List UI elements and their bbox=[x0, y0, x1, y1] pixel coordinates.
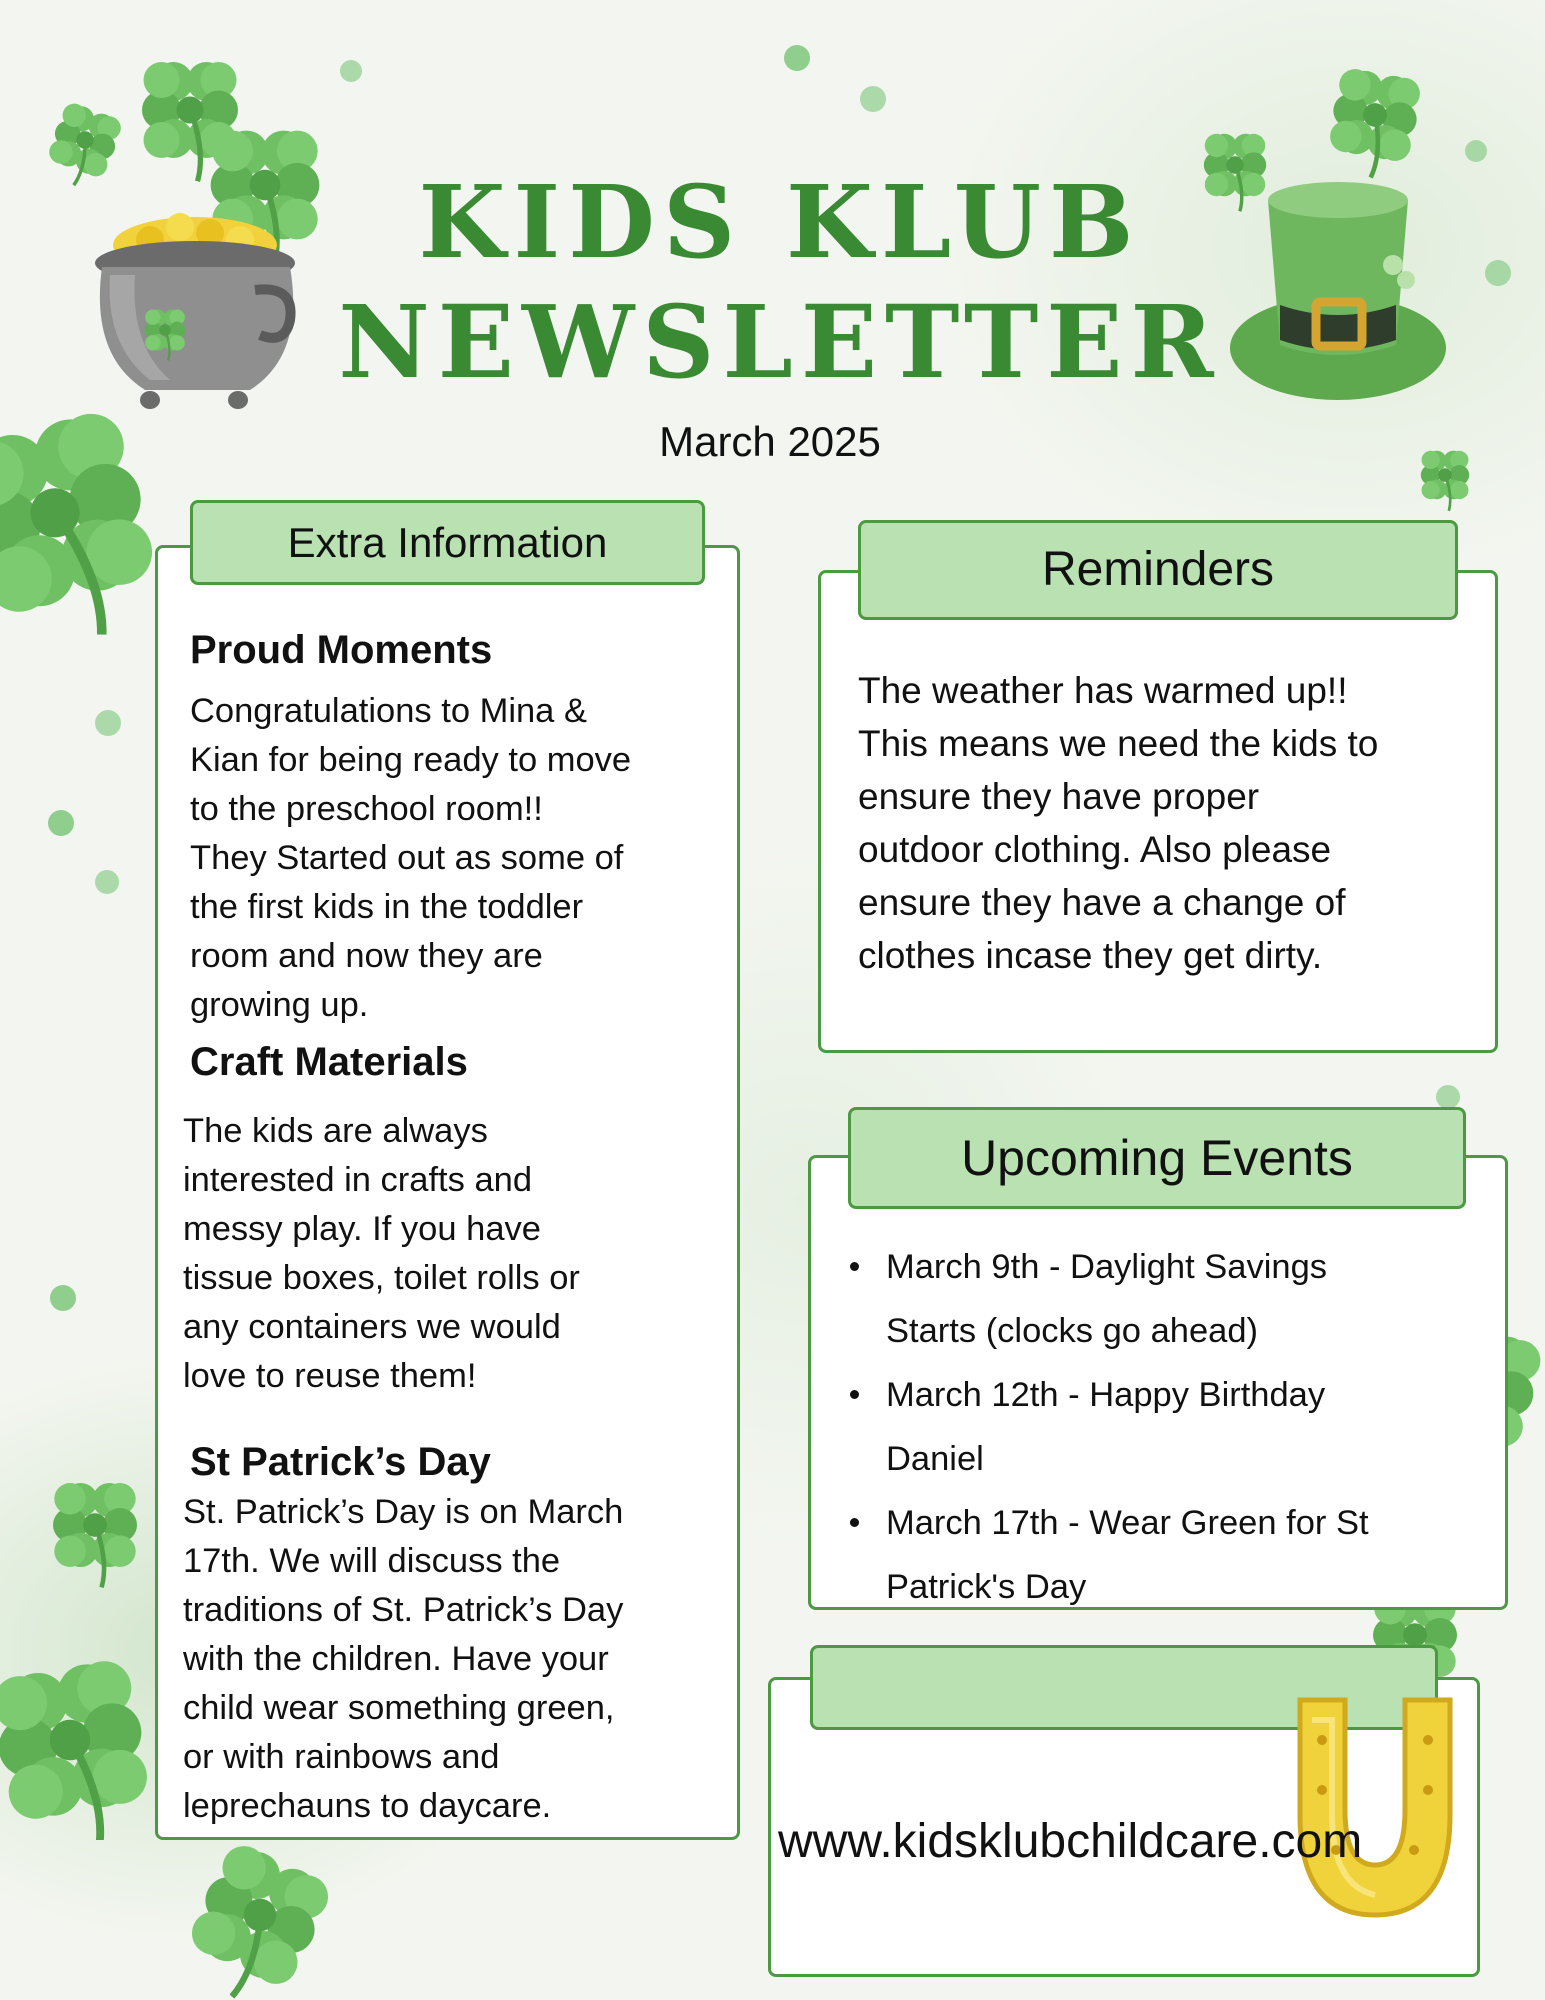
decor-dot bbox=[340, 60, 362, 82]
text-line: Congratulations to Mina & bbox=[190, 692, 587, 730]
text-line: ensure they have proper bbox=[858, 776, 1260, 817]
decor-dot bbox=[95, 710, 121, 736]
text-line: leprechauns to daycare. bbox=[183, 1787, 552, 1825]
decor-dot bbox=[50, 1285, 76, 1311]
decor-dot bbox=[784, 45, 810, 71]
text-line: the first kids in the toddler bbox=[190, 888, 584, 926]
text-line: ensure they have a change of bbox=[858, 882, 1346, 923]
st-patricks-heading: St Patrick’s Day bbox=[190, 1440, 491, 1484]
shamrock-icon bbox=[160, 1830, 360, 2000]
decor-dot bbox=[1485, 260, 1511, 286]
text-line: room and now they are bbox=[190, 937, 543, 975]
craft-materials-heading: Craft Materials bbox=[190, 1040, 468, 1084]
text-line: child wear something green, bbox=[183, 1689, 615, 1727]
decor-dot bbox=[860, 86, 886, 112]
decor-dot bbox=[95, 870, 119, 894]
shamrock-icon bbox=[1390, 420, 1500, 530]
text-line: messy play. If you have bbox=[183, 1210, 541, 1248]
newsletter-title-line1: KIDS KLUB bbox=[418, 163, 1142, 281]
text-line: March 12th - Happy Birthday bbox=[886, 1376, 1326, 1414]
list-item bbox=[850, 1363, 1430, 1491]
text-line: clothes incase they get dirty. bbox=[858, 935, 1323, 976]
upcoming-events-tab bbox=[848, 1107, 1466, 1209]
shamrock-icon bbox=[1300, 40, 1450, 190]
text-line: March 17th - Wear Green for St bbox=[886, 1504, 1369, 1542]
decor-dot bbox=[48, 810, 74, 836]
leprechaun-hat-icon bbox=[1228, 170, 1448, 410]
list-item bbox=[850, 1235, 1430, 1363]
text-line: tissue boxes, toilet rolls or bbox=[183, 1259, 580, 1297]
reminders-tab-label: Reminders bbox=[1041, 543, 1275, 596]
reminders-tab bbox=[858, 520, 1458, 620]
text-line: St. Patrick’s Day is on March bbox=[183, 1493, 624, 1531]
text-line: March 9th - Daylight Savings bbox=[886, 1248, 1328, 1286]
text-line: traditions of St. Patrick’s Day bbox=[183, 1591, 624, 1629]
text-line: They Started out as some of bbox=[190, 839, 624, 877]
proud-moments-text bbox=[190, 687, 730, 1030]
shamrock-icon bbox=[0, 1640, 170, 1840]
text-line: outdoor clothing. Also please bbox=[858, 829, 1332, 870]
text-line: interested in crafts and bbox=[183, 1161, 533, 1199]
craft-materials-text bbox=[183, 1107, 723, 1401]
text-line: 17th. We will discuss the bbox=[183, 1542, 561, 1580]
horseshoe-icon bbox=[1270, 1680, 1480, 1930]
shamrock-icon bbox=[20, 1440, 170, 1610]
text-line: This means we need the kids to bbox=[858, 723, 1379, 764]
text-line: growing up. bbox=[190, 986, 369, 1024]
text-line: to the preschool room!! bbox=[190, 790, 543, 828]
text-line: with the children. Have your bbox=[183, 1640, 609, 1678]
text-line: The weather has warmed up!! bbox=[858, 670, 1348, 711]
shamrock-icon bbox=[20, 75, 150, 205]
website-link[interactable]: www.kidsklubchildcare.com bbox=[778, 1815, 1363, 1868]
decor-dot bbox=[1465, 140, 1487, 162]
events-list bbox=[850, 1235, 1430, 1619]
text-line: love to reuse them! bbox=[183, 1357, 477, 1395]
shamrock-icon bbox=[0, 380, 170, 660]
newsletter-title-line2: NEWSLETTER bbox=[338, 283, 1222, 401]
text-line: or with rainbows and bbox=[183, 1738, 500, 1776]
newsletter-date: March 2025 bbox=[659, 418, 881, 465]
text-line: Starts (clocks go ahead) bbox=[886, 1312, 1259, 1350]
text-line: The kids are always bbox=[183, 1112, 488, 1150]
reminders-text bbox=[858, 664, 1478, 982]
text-line: Daniel bbox=[886, 1440, 984, 1478]
decor-dot bbox=[1436, 1085, 1460, 1109]
upcoming-events-tab-label: Upcoming Events bbox=[961, 1130, 1353, 1186]
extra-info-tab bbox=[190, 500, 705, 585]
pot-of-gold-icon bbox=[90, 205, 310, 415]
extra-info-tab-label: Extra Information bbox=[287, 519, 608, 566]
list-item bbox=[850, 1491, 1430, 1619]
text-line: Kian for being ready to move bbox=[190, 741, 632, 779]
text-line: any containers we would bbox=[183, 1308, 561, 1346]
text-line: Patrick's Day bbox=[886, 1568, 1087, 1606]
st-patricks-text bbox=[183, 1488, 728, 1831]
proud-moments-heading: Proud Moments bbox=[190, 628, 493, 672]
